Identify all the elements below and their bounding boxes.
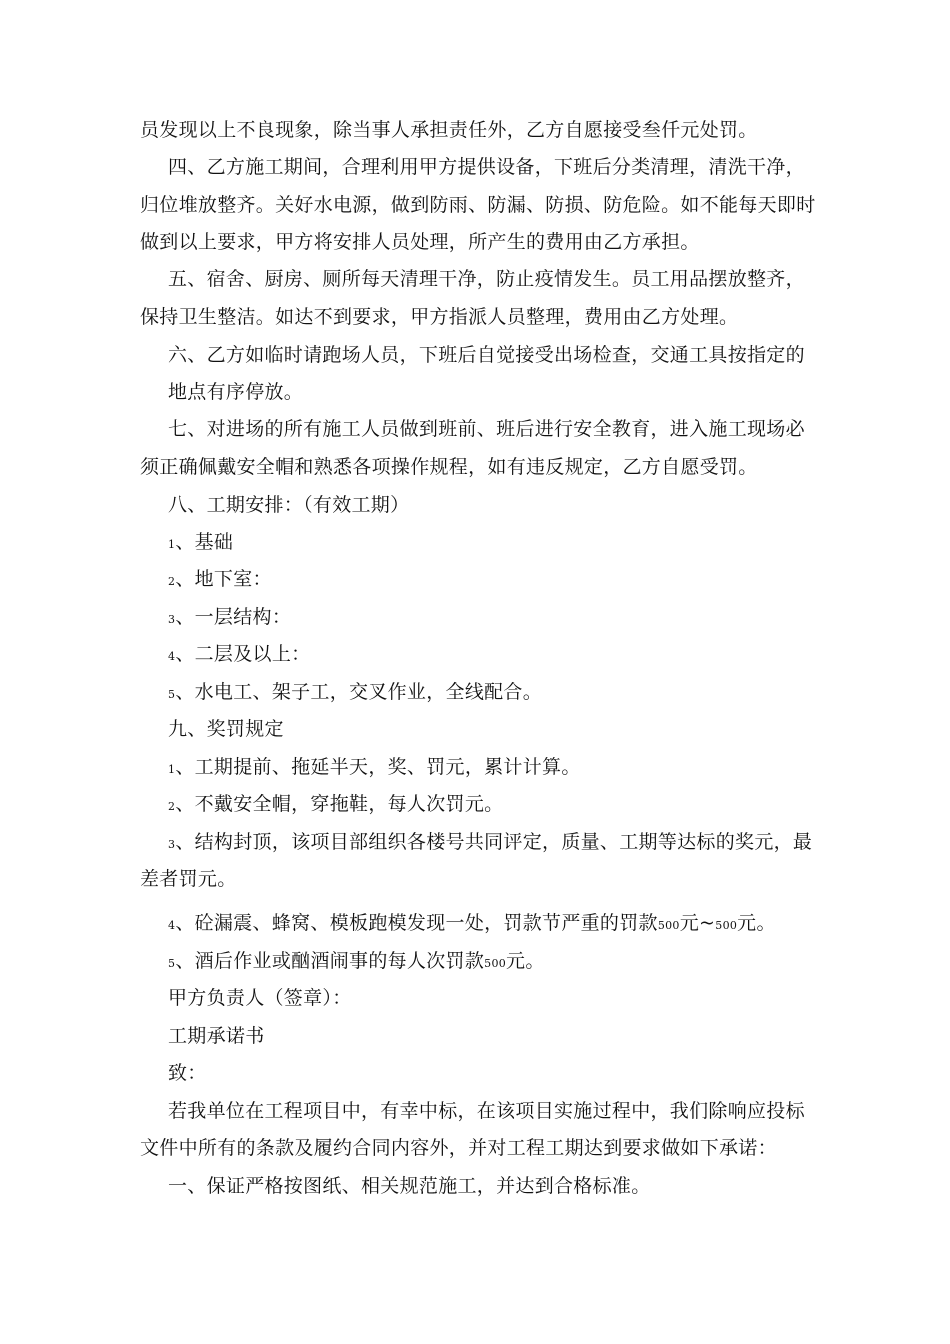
list-item <box>0 566 950 595</box>
amount-value: 500 <box>484 957 507 970</box>
item-number: 3 <box>168 613 176 626</box>
text: 一、保证严格按图纸、相关规范施工，并达到合格标准。 <box>168 1175 651 1197</box>
item-number: 3 <box>168 838 176 851</box>
paragraph-line <box>0 1135 950 1161</box>
section-heading <box>0 716 950 742</box>
list-item <box>0 910 950 939</box>
paragraph-line <box>0 866 950 892</box>
text: 五、宿舍、厨房、厕所每天清理干净，防止疫情发生。员工用品摆放整齐， <box>168 268 805 290</box>
text: 水电工、架子工，交叉作业，全线配合。 <box>194 681 543 703</box>
text: 元~ <box>679 912 716 934</box>
paragraph-line <box>0 1098 950 1124</box>
item-separator: 、 <box>175 793 195 815</box>
item-number: 2 <box>168 800 176 813</box>
item-separator: 、 <box>175 531 195 553</box>
item-separator: 、 <box>175 568 195 590</box>
list-item <box>0 829 950 858</box>
text: 砼漏震、蜂窝、模板跑模发现一处，罚款节严重的罚款 <box>194 912 658 934</box>
item-number: 2 <box>168 575 176 588</box>
text: 元。 <box>737 912 776 934</box>
section-heading <box>0 492 950 518</box>
paragraph-line <box>0 379 950 405</box>
item-number: 4 <box>168 650 176 663</box>
text: 差者罚元。 <box>140 868 237 890</box>
paragraph-line <box>0 154 950 180</box>
paragraph-line <box>0 229 950 255</box>
paragraph-line <box>0 416 950 442</box>
text: 一层结构： <box>194 606 292 628</box>
list-item <box>0 679 950 708</box>
document-title <box>0 1023 950 1049</box>
text: 做到以上要求，甲方将安排人员处理，所产生的费用由乙方承担。 <box>140 231 700 253</box>
paragraph-line <box>0 192 950 218</box>
text: 元。 <box>506 950 545 972</box>
list-item <box>0 948 950 977</box>
list-item <box>0 641 950 670</box>
text: 工期提前、拖延半天，奖、罚元，累计计算。 <box>194 756 581 778</box>
text: 文件中所有的条款及履约合同内容外，并对工程工期达到要求做如下承诺： <box>140 1137 777 1159</box>
list-item <box>0 529 950 558</box>
item-number: 5 <box>168 688 176 701</box>
item-number: 1 <box>168 763 176 776</box>
item-separator: 、 <box>175 681 195 703</box>
item-number: 5 <box>168 957 176 970</box>
text: 九、奖罚规定 <box>168 718 284 740</box>
paragraph-line <box>0 304 950 330</box>
signature-label <box>0 985 950 1011</box>
salutation <box>0 1060 950 1086</box>
text: 若我单位在工程项目中，有幸中标，在该项目实施过程中，我们除响应投标 <box>168 1100 805 1122</box>
text: 归位堆放整齐。关好水电源，做到防雨、防漏、防损、防危险。如不能每天即时 <box>140 194 816 216</box>
paragraph-line <box>0 117 950 143</box>
text: 员发现以上不良现象，除当事人承担责任外，乙方自愿接受叁仟元处罚。 <box>140 119 758 141</box>
list-item <box>0 791 950 820</box>
text: 致： <box>168 1062 207 1084</box>
paragraph-line <box>0 266 950 292</box>
text: 酒后作业或酗酒闹事的每人次罚款 <box>194 950 485 972</box>
text: 四、乙方施工期间，合理利用甲方提供设备，下班后分类清理，清洗干净， <box>168 156 805 178</box>
text: 地下室： <box>194 568 272 590</box>
text: 须正确佩戴安全帽和熟悉各项操作规程，如有违反规定，乙方自愿受罚。 <box>140 456 758 478</box>
item-number: 4 <box>168 919 176 932</box>
paragraph-line <box>0 1173 950 1199</box>
text: 工期承诺书 <box>168 1025 265 1047</box>
text: 不戴安全帽，穿拖鞋，每人次罚元。 <box>194 793 504 815</box>
paragraph-line <box>0 342 950 368</box>
text: 六、乙方如临时请跑场人员，下班后自觉接受出场检查，交通工具按指定的 <box>168 344 805 366</box>
text: 甲方负责人（签章）： <box>168 987 352 1009</box>
text: 二层及以上： <box>194 643 311 665</box>
amount-value: 500 <box>657 919 680 932</box>
item-separator: 、 <box>175 756 195 778</box>
item-separator: 、 <box>175 606 195 628</box>
item-separator: 、 <box>175 950 195 972</box>
list-item <box>0 604 950 633</box>
item-separator: 、 <box>175 643 195 665</box>
text: 七、对进场的所有施工人员做到班前、班后进行安全教育，进入施工现场必 <box>168 418 805 440</box>
text: 地点有序停放。 <box>168 381 304 403</box>
item-number: 1 <box>168 538 176 551</box>
item-separator: 、 <box>175 831 195 853</box>
text: 基础 <box>194 531 234 553</box>
text: 结构封顶，该项目部组织各楼号共同评定，质量、工期等达标的奖元，最 <box>194 831 813 853</box>
paragraph-line <box>0 454 950 480</box>
text: 保持卫生整洁。如达不到要求，甲方指派人员整理，费用由乙方处理。 <box>140 306 739 328</box>
amount-value: 500 <box>715 919 738 932</box>
item-separator: 、 <box>175 912 195 934</box>
text: 八、工期安排：（有效工期） <box>168 494 410 516</box>
list-item <box>0 754 950 783</box>
